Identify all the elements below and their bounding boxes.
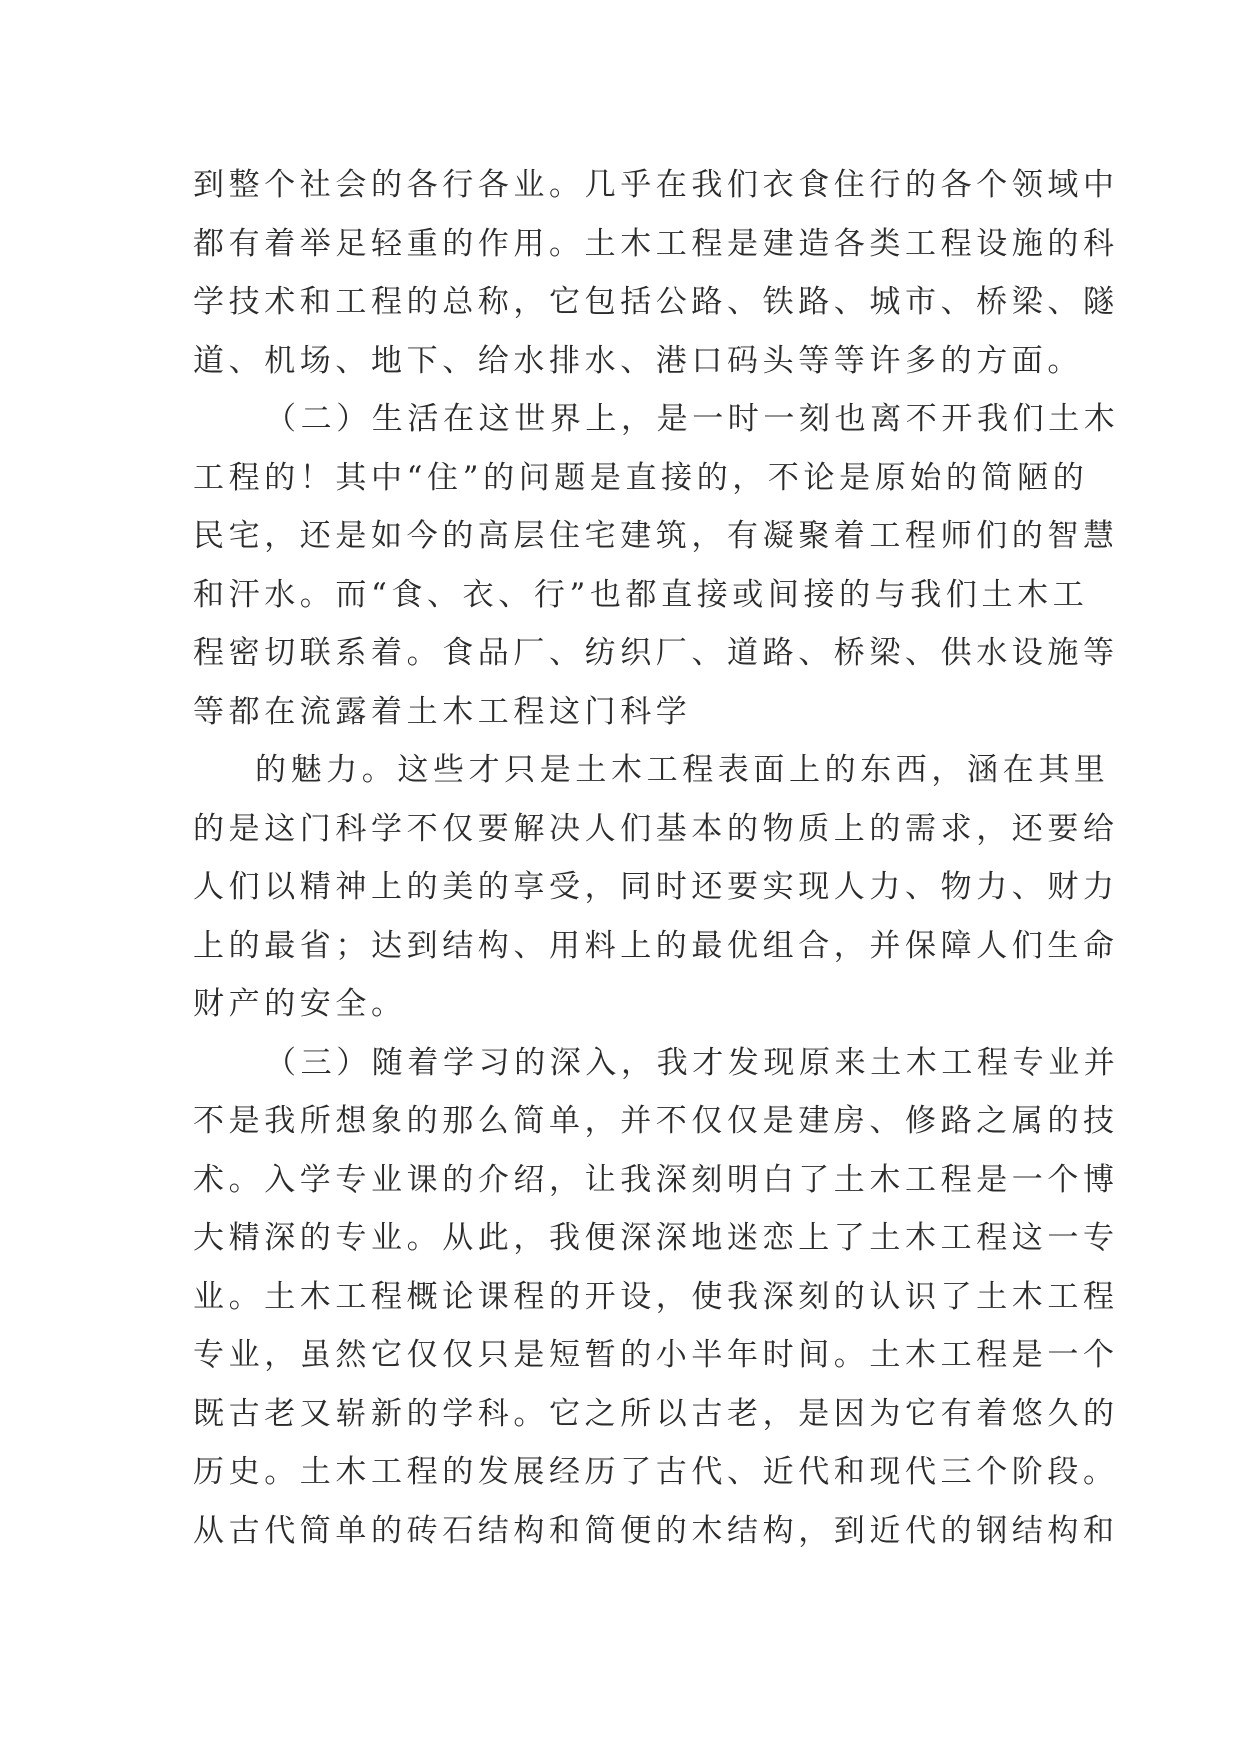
text-line: 学技术和工程的总称，它包括公路、铁路、城市、桥梁、隧: [193, 284, 1119, 320]
text-line: 都有着举足轻重的作用。土木工程是建造各类工程设施的科: [193, 225, 1119, 262]
text-line: 上的最省；达到结构、用料上的最优组合，并保障人们生命: [193, 927, 1119, 964]
text-line: 大精深的专业。从此，我便深深地迷恋上了土木工程这一专: [193, 1220, 1119, 1256]
text-line: 民宅，还是如今的高层住宅建筑，有凝聚着工程师们的智慧: [193, 518, 1119, 554]
text-line: 工程的！其中“住”的问题是直接的，不论是原始的简陋的: [193, 459, 1089, 496]
text-line: 历史。土木工程的发展经历了古代、近代和现代三个阶段。: [193, 1454, 1119, 1490]
text-line: 程密切联系着。食品厂、纺织厂、道路、桥梁、供水设施等: [193, 635, 1119, 671]
paragraph-start-line: （二）生活在这世界上，是一时一刻也离不开我们土木: [265, 401, 1120, 437]
text-line: 业。土木工程概论课程的开设，使我深刻的认识了土木工程: [193, 1278, 1119, 1315]
text-line: 既古老又崭新的学科。它之所以古老，是因为它有着悠久的: [193, 1395, 1119, 1432]
text-line: 不是我所想象的那么简单，并不仅仅是建房、修路之属的技: [193, 1103, 1119, 1139]
text-line: 到整个社会的各行各业。几乎在我们衣食住行的各个领域中: [193, 167, 1119, 203]
paragraph-start-line: 的魅力。这些才只是土木工程表面上的东西，涵在其里: [255, 752, 1110, 788]
paragraph-start-line: （三）随着学习的深入，我才发现原来土木工程专业并: [265, 1044, 1120, 1081]
text-line: 人们以精神上的美的享受，同时还要实现人力、物力、财力: [193, 869, 1119, 905]
text-line: 从古代简单的砖石结构和简便的木结构，到近代的钢结构和: [193, 1512, 1119, 1549]
text-line: 等都在流露着土木工程这门科学: [193, 693, 692, 730]
text-line: 的是这门科学不仅要解决人们基本的物质上的需求，还要给: [193, 810, 1119, 847]
text-line: 专业，虽然它仅仅只是短暂的小半年时间。土木工程是一个: [193, 1337, 1119, 1373]
text-line: 道、机场、地下、给水排水、港口码头等等许多的方面。: [193, 342, 1083, 379]
text-line: 和汗水。而“食、衣、行”也都直接或间接的与我们土木工: [193, 576, 1089, 613]
body-text: [193, 156, 1120, 1560]
text-line: 术。入学专业课的介绍，让我深刻明白了土木工程是一个博: [193, 1161, 1119, 1198]
text-line: 财产的安全。: [193, 986, 407, 1022]
